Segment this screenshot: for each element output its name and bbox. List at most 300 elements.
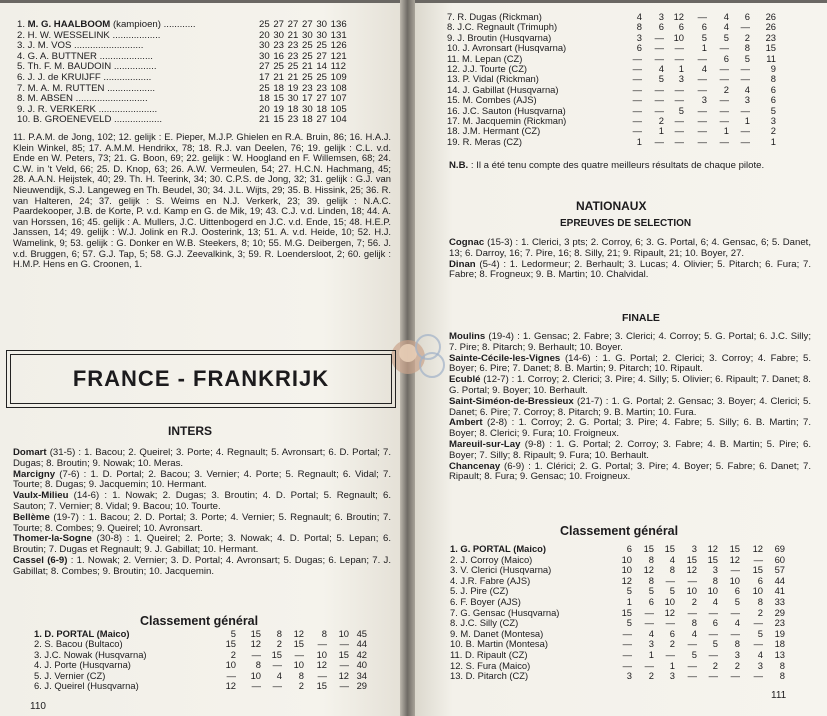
ranking-name: J. J. de KRUIJFF [27,72,101,83]
classement-score: 6 [669,627,675,639]
classement-score: 15 [225,638,236,650]
classement-score: 6 [770,94,776,106]
classement-score: — [622,659,632,671]
classement-score: 34 [356,669,367,681]
classement-score: — [697,83,707,95]
classement-score: 1 [669,659,675,671]
classement-score: 1 [744,115,750,126]
ranking-position: 5. [17,61,28,73]
classement-score: — [644,617,654,629]
classement-score: — [632,115,642,126]
selection-results [449,238,811,281]
race-result [449,260,811,282]
race-text: : 1. G. Portal; 2. Corroy; 3. Fabre; 4. B. Martin; 5. Pire; 6. Boyer; 7. Silly; 8. Ripault; 9. Fura; 10. Berhault. [449,438,811,461]
classement-score: 23 [774,617,785,629]
ranking-dots: .................. [100,72,152,83]
classement-score: — [654,83,664,95]
classement-score: — [697,11,707,22]
classement-score: 12 [729,553,740,565]
race-name: Bellème [13,511,50,523]
classement-score: 1 [723,125,729,137]
classement-score: 2 [669,638,675,650]
classement-score: — [674,52,684,64]
classement-name: 9. J. Broutin (Husqvarna) [447,31,552,43]
classement-name: 7. R. Dugas (Rickman) [447,11,542,22]
ranking-dots: .................. [104,82,156,94]
race-result [449,440,811,462]
classement-score: — [654,42,664,54]
classement-score: — [753,638,763,650]
classement-score: 12 [686,564,697,576]
ranking-scores: 21 15 23 18 27 104 [259,114,347,126]
ranking-scores: 30 23 23 25 25 126 [259,40,347,52]
ranking-position: 2. [17,29,28,41]
classement-score: — [697,73,707,85]
classement-score: 8 [321,628,327,639]
classement-score: — [632,83,642,95]
race-text: : 1. Corroy; 2. G. Portal; 3. Pire; 4. Fabre; 5. Silly; 6. B. Martin; 7. Boyer; 8. Clerici; 9. Fura; 10. Froigneux. [449,417,812,440]
classement-score: 12 [293,628,304,639]
classement-score: — [740,63,750,74]
classement-score: 12 [225,680,236,691]
race-name: Vaulx-Milieu [13,490,69,502]
classement-score: 3 [636,31,642,43]
race-date: (9-8) [520,438,550,450]
classement-name: 18. J.M. Hermant (CZ) [447,125,541,137]
classement-score: — [708,627,718,639]
classement-score: — [719,42,729,54]
classement-score: — [740,125,750,137]
race-date: (7-6) [55,468,84,480]
classement-score: 2 [658,115,664,126]
classement-score: 15 [752,564,763,576]
classement-row [450,671,827,681]
classement-score: 5 [744,52,750,64]
classement-score: 42 [356,648,367,660]
classement-score: 15 [765,42,776,54]
classement-score: 5 [658,73,664,85]
classement-score: 2 [230,648,236,660]
classement-score: 8 [669,564,675,576]
race-text: : 1. Queirel; 2. Porte; 3. Nowak; 4. D. Portal; 5. Lepan; 6. Broutin; 7. Dugas et Regnault; 9. J. Gabillat; 10. Hermant. [13,533,391,556]
classement-score: 6 [701,21,707,33]
classement-name: 10. B. Martin (Montesa) [450,638,548,650]
race-result [449,418,811,440]
classement-score: 5 [678,104,684,116]
classement-row [450,576,827,586]
race-name: Dinan [449,258,476,270]
classement-name: 10. J. Avronsart (Husqvarna) [447,42,567,54]
classement-score: 2 [276,638,282,650]
classement-score: — [687,638,697,650]
ranking-row [17,115,162,125]
ranking-scores: 20 30 21 30 30 131 [259,29,347,41]
ranking-dots: .......................... [71,40,144,52]
classement-score: — [753,617,763,629]
classement-score: 5 [691,649,697,660]
classement-score: — [687,606,697,618]
note-label: N.B. [449,160,469,171]
race-name: Mareuil-sur-Lay [449,438,521,450]
classement-score: 4 [723,11,729,22]
classement-score: 4 [723,21,729,33]
classement-score: — [730,670,740,682]
classement-score: 3 [678,73,684,85]
inters-classement-heading: Classement général [140,614,259,628]
classement-score: 1 [658,125,664,137]
classement-score: 15 [250,628,261,639]
classement-score: 4 [701,63,707,74]
ranking-remainder-text: 11. P.A.M. de Jong, 102; 12. gelijk : E. Pieper, M.J.P. Ghielen en R.A. Bruin, 86; 16. H.A.J. Klein Winkel, 85; 17. A.M.M. Hendrikx, 78; 18. R.J. van Deelen, 76; 19. gelijk : C.L. v.d. Ende en W. Peters, 73; 21. G. Boon, 69; 22. gelijk : W. Hoogland en F. Willemsen, 68; 24. C.W. in 't Veld, 66; 25. D. Knop, 63; 26. A.W. Vermeulen, 54; 27. H.C.N. Hachmang, 45; 28. A.A.N. Heijstek, 40; 29. Th. H. Teerink, 34; 30. C.P.S. de Jong, 32; 31. gelijk : G.J. van Nieuwendijk, S.J. Langeweg en Th. Beudel, 30; 34. J.L. Wijts, 29; 35. B. Hissink, 25; 36. R. van Halteren, 24; 37. gelijk : S. Weims en N.J. Verkerk, 23; 39. gelijk : N.A.C. Paardekooper, J.B. de Korte, P. v.d. Kamp en G. de Mik, 19; 43. C.J. v.d. Linden, 18; 44. A. van Horssen, 16; 45. gelijk : A. Mullers, J.C. Uittenbogerd en J.C. v.d. Ende, 15; 48. H.E.P. Janssen, 14; 49. gelijk : W.J. Jolink en R.J. Oosterink, 13; 51. A. v.d. Heide, 10; 52. H.J. Wamelink, 9; 53. gelijk : G. Donker en W.B. Steekers, 8; 10; 55. M.G. Deibergen, 7; 56. J. v.d. Bruggen, 6; 57. G.J. Tap, 5; 58. G.J. Zeevalkink, 3; 59. R. Loendersloot, 2; 60. gelijk : H.M.P. Hens en G. Croonen, 1. [13,131,391,270]
classement-score: 2 [734,659,740,671]
classement-score: 5 [770,104,776,116]
race-result [449,238,811,260]
classement-score: 4 [712,596,718,607]
classement-row [450,544,827,554]
classement-score: 15 [664,543,675,554]
classement-score: — [719,115,729,126]
classement-score: 15 [686,553,697,565]
classement-row [447,137,827,147]
classement-score: 15 [271,648,282,660]
classement-score: 15 [293,638,304,650]
classement-score: 3 [669,670,675,682]
classement-score: 2 [648,670,654,682]
classement-row [450,597,827,607]
classement-score: 8 [648,574,654,586]
classement-score: 5 [701,31,707,43]
classement-name: 13. P. Vidal (Rickman) [447,73,539,85]
classement-score: — [317,669,327,681]
classement-score: 8 [712,574,718,586]
classement-score: 6 [723,52,729,64]
classement-score: — [719,104,729,116]
classement-score: 8 [648,553,654,565]
classement-score: 8 [734,638,740,650]
classement-score: 29 [356,680,367,691]
ranking-scores: 20 19 18 30 18 105 [259,103,347,115]
race-date: (21-7) [573,395,606,407]
race-result [449,397,811,419]
classement-score: — [708,670,718,682]
classement-score: 6 [744,11,750,22]
ranking-scores: 17 21 21 25 25 109 [259,72,347,83]
classement-score: — [719,63,729,74]
classement-name: 2. J. Corroy (Maico) [450,553,533,565]
classement-row [34,639,414,649]
classement-name: 15. M. Combes (AJS) [447,94,537,106]
ranking-position: 10. [17,114,34,126]
classement-score: 10 [664,596,675,607]
race-result [449,462,811,484]
classement-score: — [697,52,707,64]
classement-score: 6 [757,574,763,586]
section-banner [6,350,396,408]
classement-score: — [654,52,664,64]
classement-name: 7. G. Gensac (Husqvarna) [450,606,560,618]
classement-score: — [654,104,664,116]
classement-score: — [730,627,740,639]
race-date: (2-8) [482,417,512,429]
ranking-dots: ...................... [95,103,158,115]
classement-score: 10 [621,553,632,565]
classement-score: — [740,21,750,33]
nationaux-heading: NATIONAUX [576,199,647,213]
classement-score: — [632,73,642,85]
classement-score: — [632,63,642,74]
classement-name: 19. R. Meras (CZ) [447,135,523,147]
classement-score: 60 [774,553,785,565]
classement-score: 6 [636,42,642,54]
classement-score: 3 [770,115,776,126]
classement-score: — [753,670,763,682]
classement-score: 2 [712,659,718,671]
classement-score: 6 [626,543,632,554]
race-date: (19-7) [49,511,83,523]
classement-score: 12 [664,606,675,618]
section-banner-title: FRANCE - FRANKRIJK [10,354,392,404]
race-text: : 1. G. Portal; 2. Gensac; 3. Boyer; 4. Clerici; 5. Danet; 6. Pire; 7. Corroy; 8. Pitarch; 9. B. Martin; 10. Fura. [449,395,811,418]
race-date: (6-9) [43,554,71,566]
race-result [13,556,391,578]
classement-row [447,126,827,136]
inters-results [13,448,391,578]
race-text: : 1. Corroy; 2. Clerici; 3. Pire; 4. Silly; 5. Olivier; 6. Ripault; 7. Danet; 8. G. Portal; 9. Boyer; 10. Berhault. [449,374,811,396]
classement-score: 40 [356,659,367,671]
classement-score: — [674,42,684,54]
classement-score: 29 [774,606,785,618]
classement-score: 5 [757,627,763,639]
classement-score: — [719,94,729,106]
classement-score: — [654,94,664,106]
race-date: (19-4) [485,331,518,342]
race-name: Cognac [449,237,485,248]
race-result [13,534,391,556]
classement-score: 2 [723,83,729,95]
race-name: Ecublé [449,374,481,386]
classement-score: 5 [712,638,718,650]
classement-score: 10 [293,659,304,671]
classement-score: 10 [707,585,718,597]
classement-score: 4 [757,649,763,660]
classement-row [450,650,827,660]
classement-score: 41 [774,585,785,597]
classement-score: 3 [744,94,750,106]
ranking-scores: 25 18 19 23 23 108 [259,82,347,94]
race-date: (6-9) [500,460,529,472]
ranking-position: 9. [17,103,28,115]
classement-score: 8 [779,659,785,671]
inters-heading: INTERS [168,424,213,438]
ranking-name: M. A. M. RUTTEN [27,82,105,94]
classement-score: 3 [734,649,740,660]
classement-row [447,22,827,32]
classement-row [450,618,827,628]
classement-score: 3 [648,638,654,650]
race-text: : 1. G. Portal; 2. Clerici; 3. Corroy; 4. Fabre; 5. Boyer; 6. Pire; 7. Danet; 8. B. Martin; 9. Pitarch; 10. Ripault. [449,352,811,375]
classement-score: 8 [770,73,776,85]
ranking-suffix: (kampioen) [110,19,164,30]
classement-score: 1 [701,42,707,54]
race-date: (31-5) [46,447,79,458]
classement-score: — [654,135,664,147]
classement-row [450,661,827,671]
classement-score: 10 [686,585,697,597]
classement-score: — [632,52,642,64]
classement-score: 8 [691,617,697,629]
classement-score: 15 [338,648,349,660]
classement-score: — [644,659,654,671]
classement-score: — [665,574,675,586]
classement-score: — [622,649,632,660]
ranking-remainder [13,132,391,270]
classement-score: 3 [701,94,707,106]
classement-score: 12 [338,669,349,681]
classement-name: 3. J.C. Nowak (Husqvarna) [34,648,147,660]
classement-score: 12 [643,564,654,576]
race-date: (14-6) [560,352,596,364]
race-date: (14-6) [68,490,105,502]
classement-score: 33 [774,596,785,607]
ranking-name: M. ABSEN [27,93,73,105]
classement-score: 3 [712,564,718,576]
classement-score: 6 [770,83,776,95]
ranking-scores: 27 25 25 21 14 112 [259,61,346,73]
race-text: : 1. D. Portal; 2. Bacou; 3. Vernier; 4. Porte; 5. Regnault; 6. Vidal; 7. Tourte; 8. Dugas; 9. Jacquemin; 10. Hermant. [13,468,391,491]
classement-row [447,74,827,84]
classement-score: — [339,659,349,671]
ranking-position: 1. [17,19,28,30]
classement-score: 5 [734,596,740,607]
classement-score: — [697,115,707,126]
classement-score: 3 [691,543,697,554]
classement-name: 5. J. Vernier (CZ) [34,669,106,681]
classement-row [450,608,827,618]
race-date: (12-7) [480,374,512,386]
finale-heading: FINALE [622,312,660,324]
classement-score: 8 [298,669,304,681]
classement-score: — [632,125,642,137]
classement-score: 6 [678,21,684,33]
classement-score: — [740,135,750,147]
race-name: Marcigny [13,468,56,480]
classement-score: — [753,553,763,565]
classement-score: 5 [648,585,654,597]
classement-name: 4. J. Porte (Husqvarna) [34,659,131,671]
classement-score: 9 [770,63,776,74]
classement-name: 3. V. Clerici (Husqvarna) [450,564,552,576]
ranking-name: Th. F. M. BAUDOIN [27,61,112,73]
race-name: Thomer-la-Sogne [13,533,92,545]
classement-score: — [339,680,349,691]
ranking-position: 6. [17,72,28,83]
classement-score: 4 [744,83,750,95]
classement-score: — [272,659,282,671]
ranking-name: J. M. VOS [27,40,72,52]
classement-name: 2. S. Bacou (Bultaco) [34,638,123,650]
classement-score: 8 [276,628,282,639]
race-result [13,513,391,535]
classement-score: 15 [729,543,740,554]
classement-score: 2 [298,680,304,691]
classement-score: — [719,135,729,147]
race-text: : 1. Ledormeur; 2. Berhault; 3. Lucas; 4. Olivier; 5. Pitarch; 6. Fura; 7. Fabre; 8. Frogneux; 9. B. Martin; 10. Chalvidal. [449,258,811,281]
nationaux-classement-heading: Classement général [560,524,679,538]
classement-score: — [674,94,684,106]
classement-score: — [665,617,675,629]
classement-score: 6 [734,585,740,597]
classement-score: 19 [774,627,785,639]
ranking-dots: .................. [111,114,163,126]
classement-score: 4 [658,63,664,74]
classement-score: 12 [316,659,327,671]
page-number-left: 110 [30,701,46,712]
classement-row [450,565,827,575]
race-result [13,491,391,513]
classement-score: 1 [678,63,684,74]
ranking-scores: 30 16 23 25 27 121 [259,50,347,62]
classement-score: 2 [744,31,750,43]
race-name: Chancenay [449,460,501,472]
classement-score: 5 [723,31,729,43]
classement-score: — [339,638,349,650]
classement-score: 1 [770,135,776,147]
classement-score: 4 [669,553,675,565]
classement-name: 4. J.R. Fabre (AJS) [450,574,531,586]
classement-score: 12 [673,11,684,22]
classement-row [447,95,827,105]
ranking-dots: ........................... [73,93,148,105]
classement-score: 15 [621,606,632,618]
classement-score: 44 [356,638,367,650]
classement-score: 6 [658,21,664,33]
classement-score: 10 [621,564,632,576]
classement-name: 16. J.C. Sauton (Husqvarna) [447,104,566,116]
ranking-dots: .................. [109,29,161,41]
race-result [449,375,811,397]
classement-score: 12 [707,543,718,554]
classement-score: 12 [621,574,632,586]
classement-score: — [622,638,632,650]
classement-score: 2 [770,125,776,137]
classement-row [34,660,414,670]
classement-name: 17. M. Jacquemin (Rickman) [447,115,567,126]
classement-score: — [251,680,261,691]
classement-name: 14. J. Gabillat (Husqvarna) [447,83,559,95]
watermark-logo-icon [388,327,450,385]
race-result [13,448,391,470]
classement-score: 8 [779,670,785,682]
classement-score: — [665,649,675,660]
classement-score: 15 [643,543,654,554]
classement-score: — [226,669,236,681]
race-result [449,354,811,376]
classement-score: — [622,627,632,639]
classement-score: 4 [636,11,642,22]
classement-name: 11. D. Ripault (CZ) [450,649,528,660]
classement-name: 1. G. PORTAL (Maico) [450,543,547,554]
classement-score: 4 [734,617,740,629]
ranking-position: 3. [17,40,28,52]
ranking-position: 8. [17,93,28,105]
ranking-dots: ................ [111,61,157,73]
classement-name: 8. J.C. Regnault (Trimuph) [447,21,558,33]
classement-score: — [272,680,282,691]
ranking-name: J. R. VERKERK [27,103,96,115]
race-text: : 1. Clérici; 2. G. Portal; 3. Pire; 4. Boyer; 5. Fabre; 6. Danet; 7. Ripault; 8. Fura; 9. Gensac; 10. Froigneux. [449,460,811,483]
classement-score: 10 [729,574,740,586]
classement-name: 1. D. PORTAL (Maico) [34,628,130,639]
